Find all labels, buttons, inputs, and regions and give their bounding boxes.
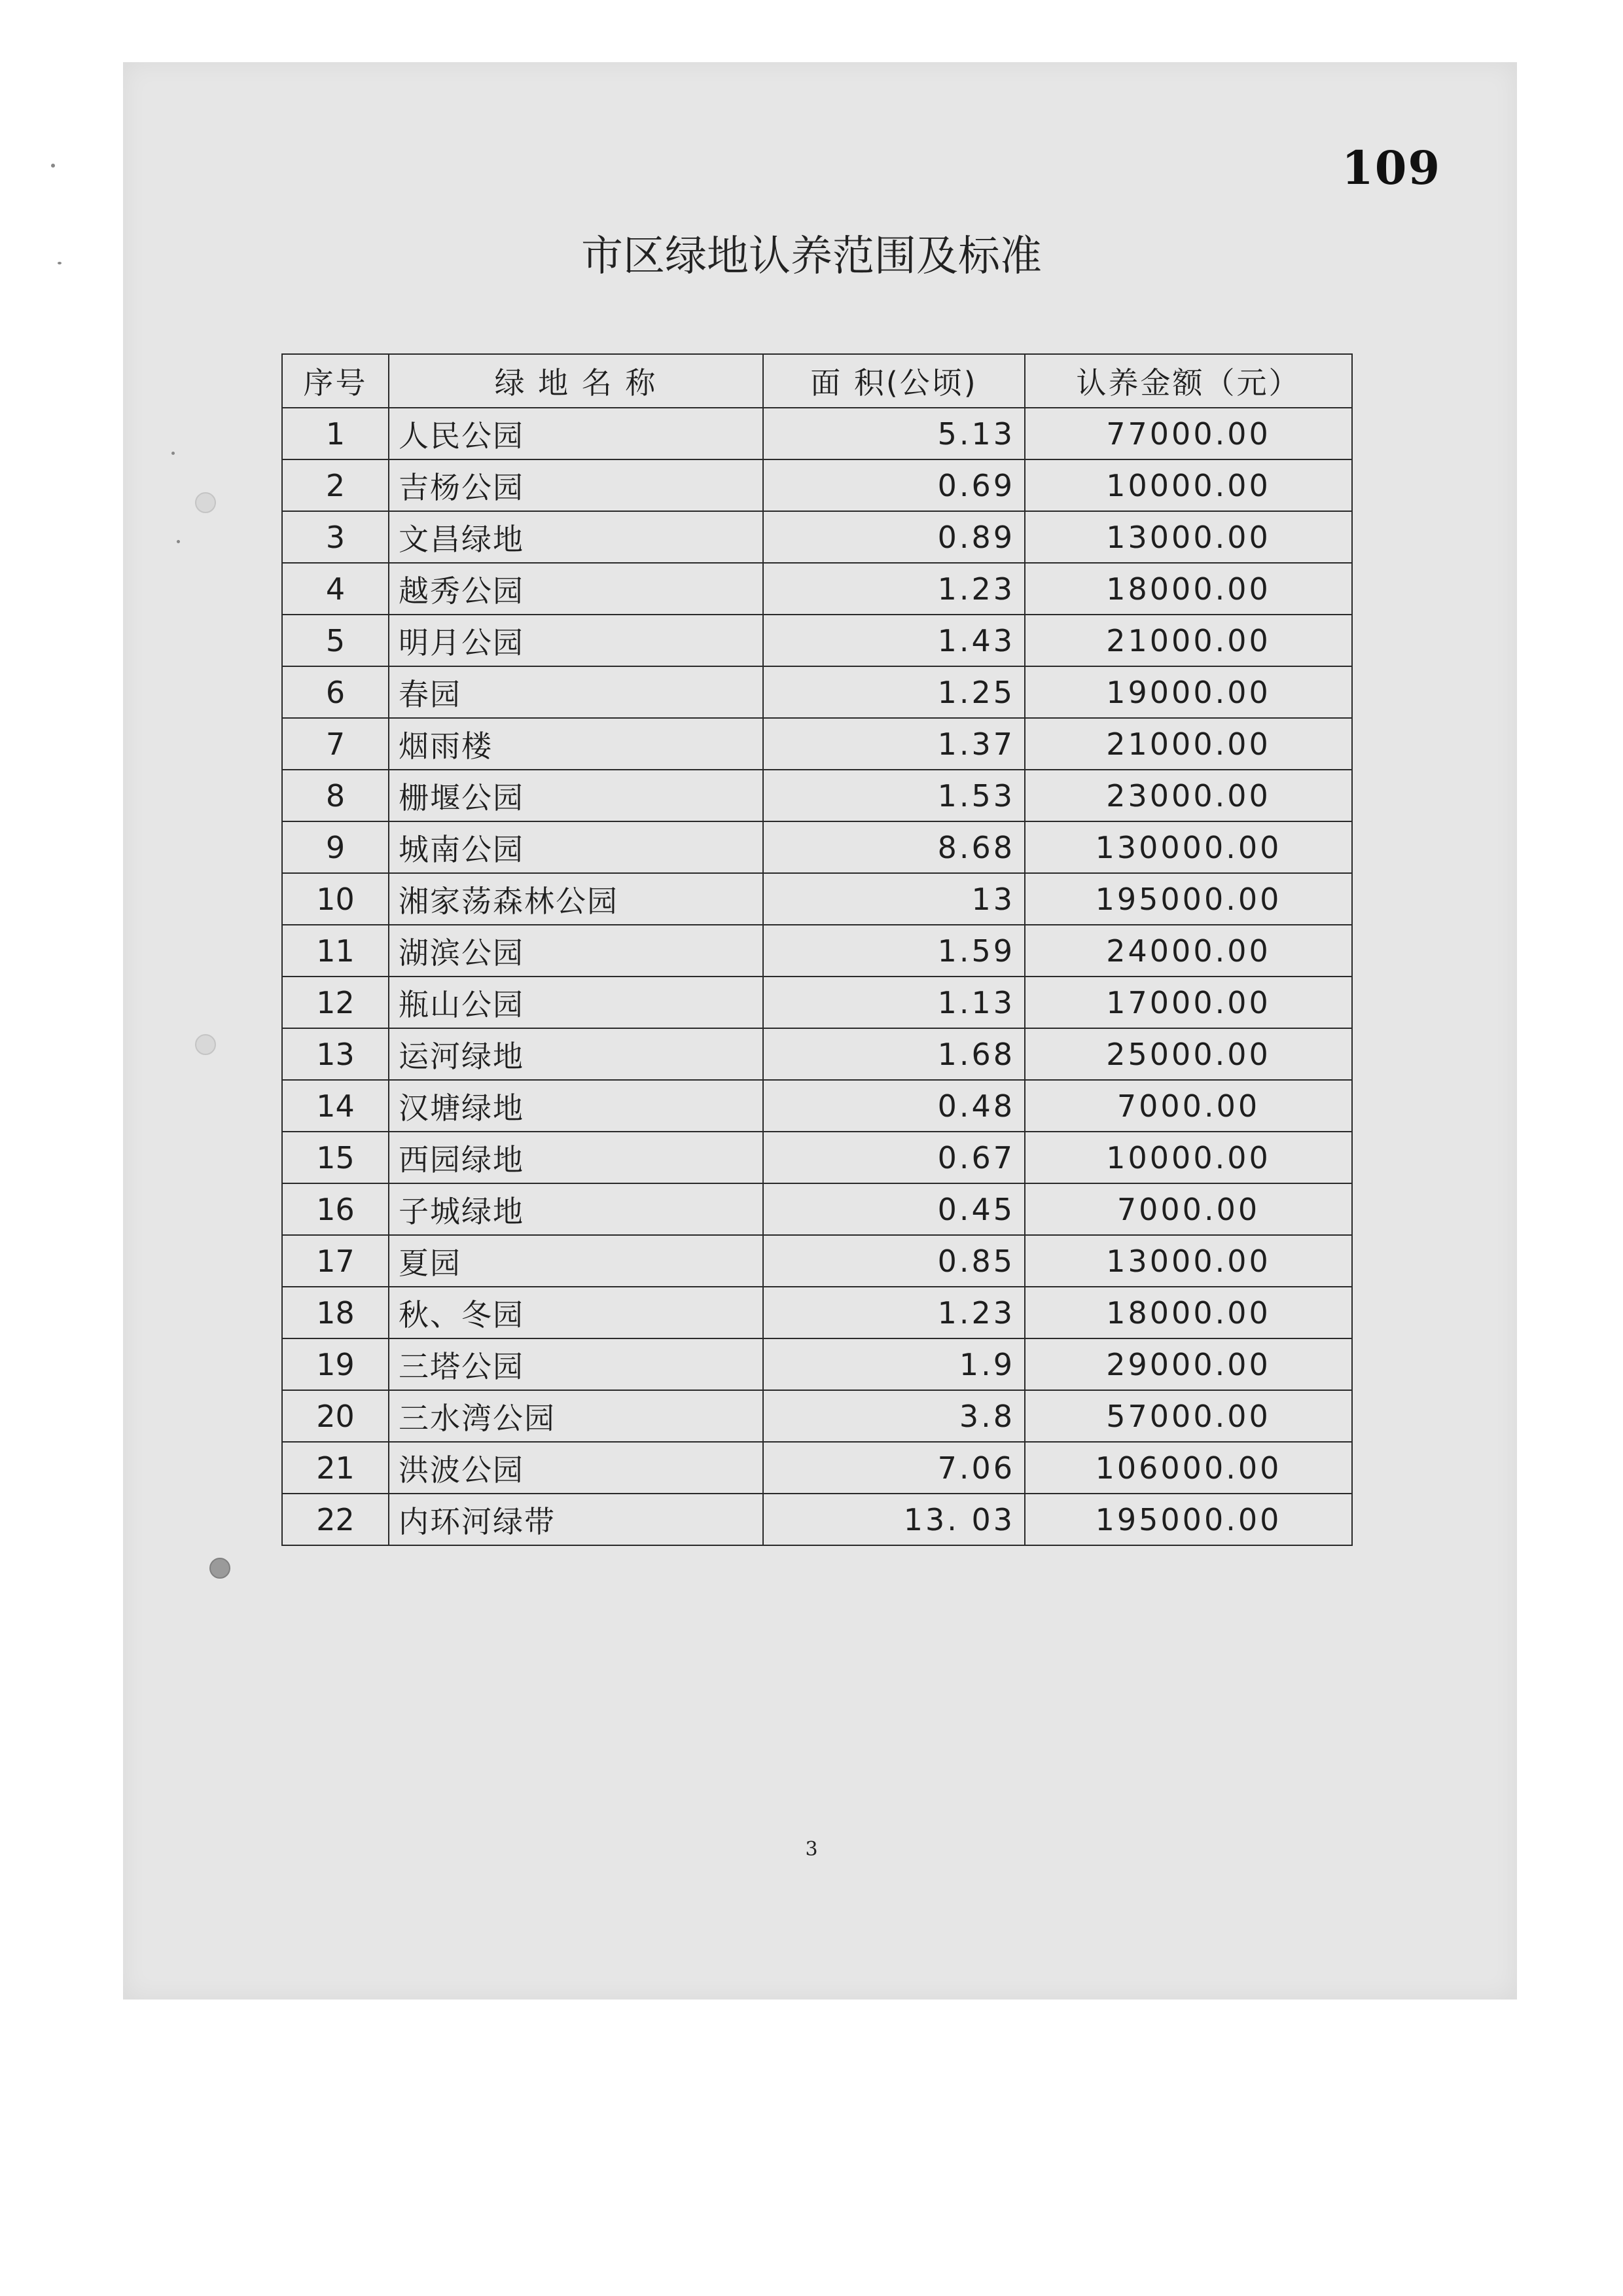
cell-adoption-amount: 10000.00 [1025, 1132, 1352, 1183]
table-row [282, 1494, 1352, 1545]
cell-green-space-name: 湖滨公园 [389, 925, 763, 977]
punch-hole [195, 492, 216, 513]
cell-area: 0.67 [763, 1132, 1025, 1183]
cell-serial-number: 10 [282, 873, 389, 925]
cell-green-space-name: 栅堰公园 [389, 770, 763, 821]
cell-green-space-name: 秋、冬园 [389, 1287, 763, 1338]
cell-area: 0.89 [763, 511, 1025, 563]
scan-speck [51, 164, 55, 168]
table-row [282, 1183, 1352, 1235]
cell-adoption-amount: 23000.00 [1025, 770, 1352, 821]
table-row [282, 1442, 1352, 1494]
punch-hole [209, 1558, 230, 1579]
table-row [282, 718, 1352, 770]
cell-adoption-amount: 19000.00 [1025, 666, 1352, 718]
cell-serial-number: 7 [282, 718, 389, 770]
cell-adoption-amount: 130000.00 [1025, 821, 1352, 873]
cell-area: 1.53 [763, 770, 1025, 821]
cell-serial-number: 20 [282, 1390, 389, 1442]
cell-area: 1.43 [763, 615, 1025, 666]
cell-area: 8.68 [763, 821, 1025, 873]
scan-speck [171, 452, 175, 455]
cell-green-space-name: 三水湾公园 [389, 1390, 763, 1442]
table-row [282, 1338, 1352, 1390]
cell-area: 1.23 [763, 1287, 1025, 1338]
table-row [282, 1080, 1352, 1132]
document-title: 市区绿地认养范围及标准 [581, 232, 1042, 281]
cell-adoption-amount: 13000.00 [1025, 1235, 1352, 1287]
cell-green-space-name: 文昌绿地 [389, 511, 763, 563]
table-row [282, 1287, 1352, 1338]
cell-serial-number: 4 [282, 563, 389, 615]
table-row [282, 563, 1352, 615]
cell-area: 0.48 [763, 1080, 1025, 1132]
cell-serial-number: 16 [282, 1183, 389, 1235]
header-serial-number: 序号 [282, 354, 389, 408]
cell-serial-number: 11 [282, 925, 389, 977]
table-row [282, 925, 1352, 977]
page-number: 109 [1342, 141, 1442, 195]
table-row [282, 873, 1352, 925]
cell-area: 13 [763, 873, 1025, 925]
cell-adoption-amount: 10000.00 [1025, 459, 1352, 511]
header-green-space-name: 绿 地 名 称 [389, 354, 763, 408]
table-body [282, 408, 1352, 1545]
cell-serial-number: 12 [282, 977, 389, 1028]
cell-green-space-name: 明月公园 [389, 615, 763, 666]
cell-area: 1.68 [763, 1028, 1025, 1080]
cell-green-space-name: 三塔公园 [389, 1338, 763, 1390]
cell-area: 13. 03 [763, 1494, 1025, 1545]
cell-adoption-amount: 25000.00 [1025, 1028, 1352, 1080]
cell-adoption-amount: 24000.00 [1025, 925, 1352, 977]
cell-adoption-amount: 17000.00 [1025, 977, 1352, 1028]
table-row [282, 511, 1352, 563]
cell-area: 0.69 [763, 459, 1025, 511]
table-row [282, 408, 1352, 459]
header-area: 面 积(公顷) [763, 354, 1025, 408]
cell-area: 1.9 [763, 1338, 1025, 1390]
cell-serial-number: 9 [282, 821, 389, 873]
cell-adoption-amount: 195000.00 [1025, 1494, 1352, 1545]
cell-green-space-name: 越秀公园 [389, 563, 763, 615]
cell-green-space-name: 人民公园 [389, 408, 763, 459]
cell-adoption-amount: 57000.00 [1025, 1390, 1352, 1442]
cell-serial-number: 22 [282, 1494, 389, 1545]
cell-adoption-amount: 7000.00 [1025, 1183, 1352, 1235]
table-row [282, 977, 1352, 1028]
cell-area: 1.13 [763, 977, 1025, 1028]
cell-area: 1.59 [763, 925, 1025, 977]
cell-green-space-name: 烟雨楼 [389, 718, 763, 770]
table-row [282, 1132, 1352, 1183]
footer-page-number: 3 [805, 1838, 818, 1861]
cell-area: 1.23 [763, 563, 1025, 615]
cell-green-space-name: 子城绿地 [389, 1183, 763, 1235]
cell-area: 1.25 [763, 666, 1025, 718]
cell-green-space-name: 城南公园 [389, 821, 763, 873]
cell-serial-number: 17 [282, 1235, 389, 1287]
cell-adoption-amount: 106000.00 [1025, 1442, 1352, 1494]
table-row [282, 615, 1352, 666]
table-row [282, 770, 1352, 821]
cell-area: 0.45 [763, 1183, 1025, 1235]
adoption-standards-table [281, 353, 1353, 1546]
cell-area: 1.37 [763, 718, 1025, 770]
cell-green-space-name: 西园绿地 [389, 1132, 763, 1183]
cell-adoption-amount: 21000.00 [1025, 615, 1352, 666]
cell-serial-number: 14 [282, 1080, 389, 1132]
scan-speck [177, 540, 180, 543]
cell-green-space-name: 春园 [389, 666, 763, 718]
cell-area: 3.8 [763, 1390, 1025, 1442]
cell-adoption-amount: 13000.00 [1025, 511, 1352, 563]
cell-area: 5.13 [763, 408, 1025, 459]
cell-serial-number: 2 [282, 459, 389, 511]
cell-green-space-name: 运河绿地 [389, 1028, 763, 1080]
cell-area: 7.06 [763, 1442, 1025, 1494]
cell-adoption-amount: 29000.00 [1025, 1338, 1352, 1390]
table-row [282, 459, 1352, 511]
table-row [282, 1390, 1352, 1442]
cell-adoption-amount: 18000.00 [1025, 563, 1352, 615]
cell-green-space-name: 夏园 [389, 1235, 763, 1287]
cell-serial-number: 3 [282, 511, 389, 563]
cell-serial-number: 21 [282, 1442, 389, 1494]
cell-green-space-name: 湘家荡森林公园 [389, 873, 763, 925]
cell-green-space-name: 内环河绿带 [389, 1494, 763, 1545]
cell-area: 0.85 [763, 1235, 1025, 1287]
cell-serial-number: 1 [282, 408, 389, 459]
cell-serial-number: 5 [282, 615, 389, 666]
table-row [282, 821, 1352, 873]
cell-serial-number: 18 [282, 1287, 389, 1338]
cell-adoption-amount: 7000.00 [1025, 1080, 1352, 1132]
cell-green-space-name: 瓶山公园 [389, 977, 763, 1028]
cell-serial-number: 6 [282, 666, 389, 718]
cell-serial-number: 19 [282, 1338, 389, 1390]
punch-hole [195, 1034, 216, 1055]
header-adoption-amount: 认养金额（元） [1025, 354, 1352, 408]
cell-adoption-amount: 18000.00 [1025, 1287, 1352, 1338]
cell-serial-number: 13 [282, 1028, 389, 1080]
cell-adoption-amount: 195000.00 [1025, 873, 1352, 925]
cell-serial-number: 8 [282, 770, 389, 821]
cell-adoption-amount: 21000.00 [1025, 718, 1352, 770]
cell-green-space-name: 汉塘绿地 [389, 1080, 763, 1132]
table-row [282, 666, 1352, 718]
cell-adoption-amount: 77000.00 [1025, 408, 1352, 459]
table-header-row [282, 354, 1352, 408]
cell-green-space-name: 洪波公园 [389, 1442, 763, 1494]
cell-serial-number: 15 [282, 1132, 389, 1183]
cell-green-space-name: 吉杨公园 [389, 459, 763, 511]
table-row [282, 1028, 1352, 1080]
table-row [282, 1235, 1352, 1287]
